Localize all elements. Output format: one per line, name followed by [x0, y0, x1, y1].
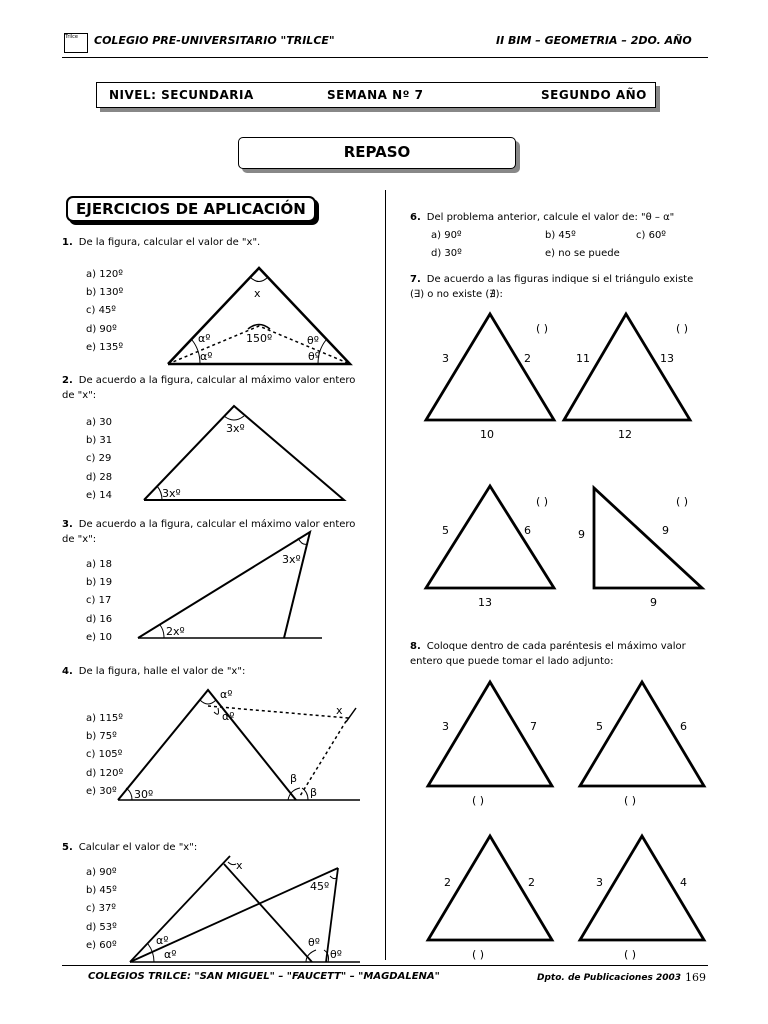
side-label: 11 [576, 352, 590, 365]
side-label: 10 [480, 428, 494, 441]
angle-label: αº [222, 710, 235, 723]
angle-label: θº [307, 334, 319, 347]
option: a) 120º [86, 269, 124, 280]
option: c) 29 [86, 453, 112, 465]
answer-paren: ( ) [624, 794, 637, 807]
footer-department: Dpto. de Publicaciones 2003 [537, 973, 681, 983]
side-label: 9 [650, 596, 657, 609]
option: b) 130º [86, 287, 124, 299]
option: e) 30º [86, 785, 117, 797]
answer-paren: ( ) [472, 948, 485, 961]
answer-paren: ( ) [472, 794, 485, 807]
option: d) 16 [86, 613, 113, 625]
options-5 [86, 864, 117, 955]
option: e) 60º [86, 939, 117, 951]
angle-label-x: x [254, 287, 261, 300]
figure-7 [412, 308, 712, 618]
question-text: De acuerdo a la figura, calcular al máximo valor entero de "x": [62, 375, 356, 401]
question-text: De la figura, halle el valor de "x": [78, 666, 246, 677]
header-rule [62, 57, 708, 58]
question-text: De acuerdo a las figuras indique si el triángulo existe (∃) o no existe (∄): [410, 274, 694, 300]
side-label: 12 [618, 428, 632, 441]
angle-label-x: x [236, 859, 243, 872]
question-2 [62, 373, 362, 403]
options-2 [86, 414, 112, 505]
option: a) 90º [431, 230, 462, 241]
triangle-shape [168, 268, 350, 364]
question-1 [62, 235, 260, 250]
figure-1 [160, 262, 360, 370]
angle-label: 3xº [162, 487, 181, 500]
angle-label: αº [200, 350, 213, 363]
option: c) 17 [86, 595, 112, 607]
option: e) 14 [86, 489, 112, 501]
angle-label-x: x [336, 704, 343, 717]
options-1 [86, 266, 123, 357]
page-title: REPASO [343, 143, 411, 161]
page-number: 169 [685, 971, 706, 984]
option: c) 60º [636, 230, 667, 241]
side-label: 2 [524, 352, 531, 365]
option: d) 90º [86, 323, 117, 335]
side-label: 6 [680, 720, 687, 733]
question-number: 6. [410, 212, 421, 223]
figure-2 [138, 400, 348, 504]
side-label: 2 [528, 876, 535, 889]
question-number: 4. [62, 666, 73, 677]
angle-label: 3xº [226, 422, 245, 435]
question-text: De la figura, calcular el valor de "x". [78, 237, 261, 248]
triangle-shape [144, 406, 344, 500]
option: c) 37º [86, 903, 117, 915]
option: d) 53º [86, 921, 117, 933]
side-label: 9 [578, 528, 585, 541]
angle-label: 45º [310, 880, 330, 893]
answer-paren: ( ) [624, 948, 637, 961]
question-text: Coloque dentro de cada paréntesis el máximo valor entero que puede tomar el lado adjunto: [410, 641, 686, 667]
question-number: 7. [410, 274, 421, 285]
option: b) 45º [86, 885, 117, 897]
school-logo: Trilce [64, 33, 88, 53]
option: d) 28 [86, 471, 113, 483]
answer-paren: ( ) [676, 495, 689, 508]
level-label: NIVEL: SECUNDARIA [109, 88, 254, 102]
angle-label: αº [156, 934, 169, 947]
angle-label: θº [330, 948, 342, 961]
option: b) 75º [86, 731, 117, 743]
angle-label: αº [198, 332, 211, 345]
footer-schools: COLEGIOS TRILCE: "SAN MIGUEL" – "FAUCETT" – "MAGDALENA" [88, 971, 440, 982]
answer-paren: ( ) [536, 322, 549, 335]
side-label: 5 [596, 720, 603, 733]
side-label: 3 [442, 352, 449, 365]
footer-rule [62, 965, 708, 966]
triangle-shape [138, 532, 322, 638]
section-title: EJERCICIOS DE APLICACIÓN [66, 196, 316, 222]
figure-3 [132, 528, 326, 644]
angle-label: αº [220, 688, 233, 701]
question-number: 5. [62, 842, 73, 853]
option: b) 31 [86, 435, 113, 447]
option: b) 45º [545, 230, 576, 241]
week-label: SEMANA Nº 7 [327, 88, 424, 102]
option: c) 45º [86, 305, 117, 317]
level-bar [96, 82, 656, 108]
option: c) 105º [86, 749, 123, 761]
question-number: 2. [62, 375, 73, 386]
side-label: 13 [478, 596, 492, 609]
option: e) 10 [86, 631, 112, 643]
angle-label: θº [308, 350, 320, 363]
option: a) 18 [86, 559, 112, 570]
side-label: 13 [660, 352, 674, 365]
question-7 [410, 272, 710, 302]
year-label: SEGUNDO AÑO [541, 88, 647, 102]
column-divider [385, 190, 386, 960]
angle-label: θº [308, 936, 320, 949]
question-number: 1. [62, 237, 73, 248]
angle-label: αº [164, 948, 177, 961]
option: a) 115º [86, 713, 124, 724]
triangle-shape [428, 682, 704, 940]
side-label: 3 [442, 720, 449, 733]
option: b) 19 [86, 577, 113, 589]
figure-8 [412, 676, 712, 966]
angle-label: 3xº [282, 553, 301, 566]
header-course: II BIM – GEOMETRIA – 2DO. AÑO [496, 34, 692, 47]
figure-4 [110, 684, 364, 806]
question-number: 8. [410, 641, 421, 652]
side-label: 6 [524, 524, 531, 537]
question-text: Del problema anterior, calcule el valor de: "θ – α" [426, 212, 675, 223]
angle-label: β [310, 786, 318, 799]
side-label: 7 [530, 720, 537, 733]
option: d) 120º [86, 767, 124, 779]
angle-label: β [290, 772, 298, 785]
angle-label: 2xº [166, 625, 185, 638]
question-6 [410, 210, 674, 225]
option: a) 30 [86, 417, 112, 428]
side-label: 9 [662, 524, 669, 537]
side-label: 3 [596, 876, 603, 889]
header-school-name: COLEGIO PRE-UNIVERSITARIO "TRILCE" [94, 34, 335, 47]
options-3 [86, 556, 112, 647]
side-label: 2 [444, 876, 451, 889]
title-box [238, 137, 516, 169]
option: e) 135º [86, 341, 124, 353]
angle-label: 30º [134, 788, 154, 801]
angle-label: 150º [246, 332, 273, 345]
figure-5 [124, 850, 364, 966]
triangle-shape [118, 690, 360, 800]
side-label: 5 [442, 524, 449, 537]
question-8 [410, 639, 710, 669]
question-4 [62, 664, 245, 679]
answer-paren: ( ) [536, 495, 549, 508]
question-text: Calcular el valor de "x": [78, 842, 198, 853]
side-label: 4 [680, 876, 687, 889]
option: e) no se puede [545, 248, 620, 259]
question-number: 3. [62, 519, 73, 530]
option: d) 30º [431, 248, 462, 259]
option: a) 90º [86, 867, 117, 878]
question-text: De acuerdo a la figura, calcular el máximo valor entero de "x": [62, 519, 356, 545]
answer-paren: ( ) [676, 322, 689, 335]
